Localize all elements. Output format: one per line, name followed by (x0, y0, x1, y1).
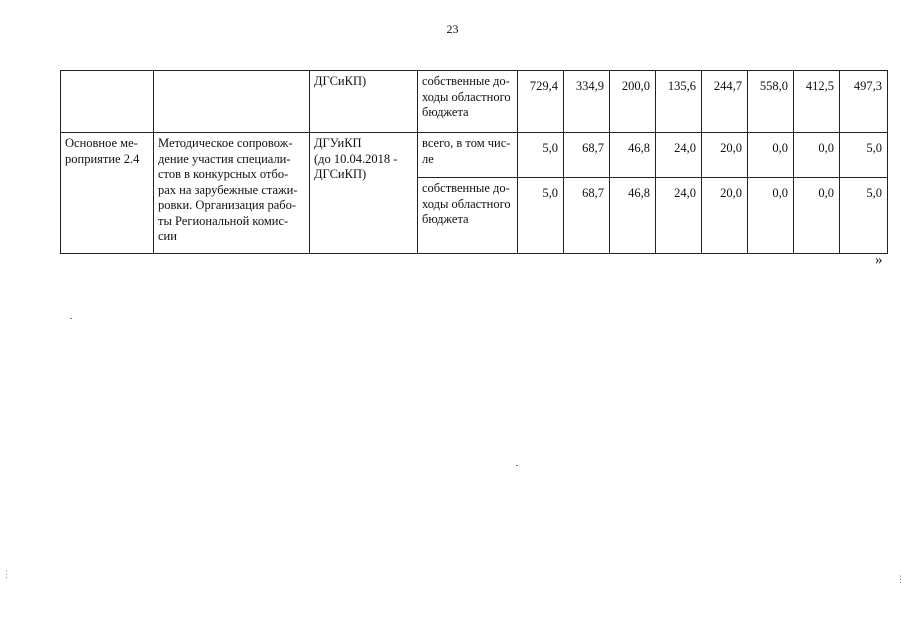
value-cell: 497,3 (840, 71, 888, 133)
table-row (61, 133, 888, 178)
scan-edge-mark: ⋮ (896, 574, 905, 584)
event-cell (61, 71, 154, 133)
table-row (61, 71, 888, 133)
description-cell: Методическое сопровож- дение участия специали- стов в конкурсных отбо- рах на зарубежные стажи- ровки. Организация рабо- ты Региональной комис- сии (154, 133, 310, 254)
closing-quote: » (875, 252, 883, 268)
value-cell: 68,7 (564, 133, 610, 178)
executor-cell: ДГСиКП) (310, 71, 418, 133)
event-cell: Основное ме- роприятие 2.4 (61, 133, 154, 254)
value-cell: 24,0 (656, 178, 702, 254)
value-cell: 135,6 (656, 71, 702, 133)
value-cell: 46,8 (610, 178, 656, 254)
value-cell: 244,7 (702, 71, 748, 133)
value-cell: 334,9 (564, 71, 610, 133)
value-cell: 412,5 (794, 71, 840, 133)
value-cell: 5,0 (518, 178, 564, 254)
scan-speck (70, 318, 72, 319)
value-cell: 729,4 (518, 71, 564, 133)
value-cell: 5,0 (840, 133, 888, 178)
value-cell: 558,0 (748, 71, 794, 133)
description-cell (154, 71, 310, 133)
budget-table (60, 70, 888, 254)
executor-cell: ДГУиКП (до 10.04.2018 - ДГСиКП) (310, 133, 418, 254)
scan-edge-mark: ⋮ (2, 569, 11, 579)
value-cell: 20,0 (702, 178, 748, 254)
value-cell: 5,0 (840, 178, 888, 254)
value-cell: 20,0 (702, 133, 748, 178)
page-number: 23 (446, 22, 459, 36)
value-cell: 0,0 (794, 133, 840, 178)
value-cell: 0,0 (748, 133, 794, 178)
funding-source-cell: всего, в том чис- ле (418, 133, 518, 178)
value-cell: 68,7 (564, 178, 610, 254)
value-cell: 46,8 (610, 133, 656, 178)
value-cell: 200,0 (610, 71, 656, 133)
value-cell: 24,0 (656, 133, 702, 178)
value-cell: 5,0 (518, 133, 564, 178)
scan-speck (516, 465, 518, 466)
funding-source-cell: собственные до- ходы областного бюджета (418, 178, 518, 254)
value-cell: 0,0 (748, 178, 794, 254)
funding-source-cell: собственные до- ходы областного бюджета (418, 71, 518, 133)
value-cell: 0,0 (794, 178, 840, 254)
